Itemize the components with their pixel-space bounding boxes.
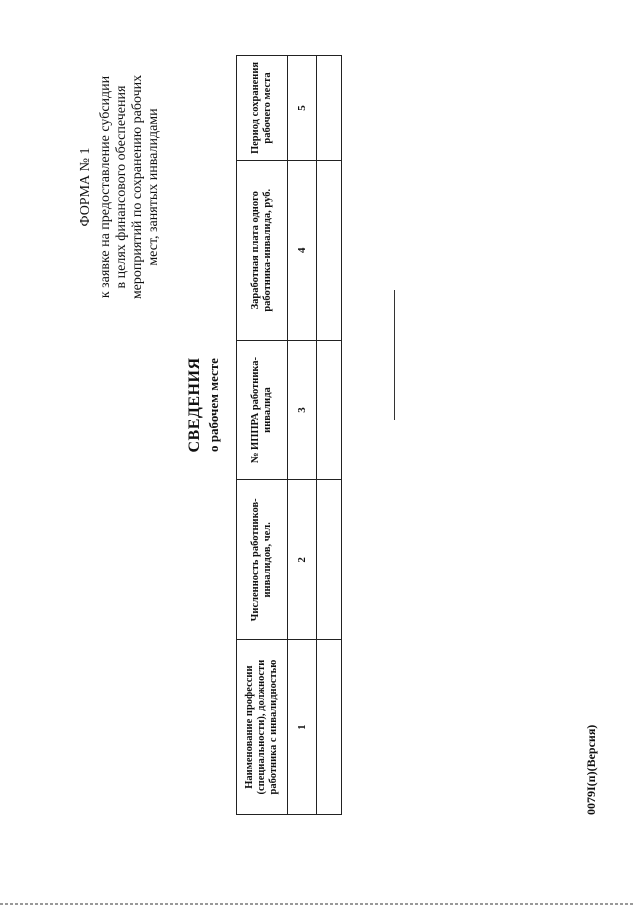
table-row: [317, 56, 342, 815]
workplace-table: [236, 55, 342, 815]
header-profession: Наименование профессии (специальности), должности работника с инвалидностью: [237, 640, 288, 815]
header-period: Период сохранения рабочего места: [237, 56, 288, 161]
table-header-row: [237, 56, 288, 815]
header-headcount: Численность работников-инвалидов, чел.: [237, 480, 288, 640]
table-cell: [317, 160, 342, 340]
table-cell: [317, 640, 342, 815]
form-caption: [78, 57, 162, 317]
column-number: 4: [288, 160, 317, 340]
form-subtitle-line: мероприятий по сохранению рабочих: [130, 74, 145, 300]
document-subtitle: о рабочем месте: [206, 358, 221, 452]
table-cell: [317, 480, 342, 640]
form-subtitle-line: в целях финансового обеспечения: [114, 85, 129, 289]
form-subtitle-line: мест, занятых инвалидами: [146, 108, 161, 266]
signature-line: [394, 290, 395, 420]
header-salary: Заработная плата одного работника-инвалида, руб.: [237, 160, 288, 340]
column-number: 1: [288, 640, 317, 815]
header-ippra: № ИППРА работника-инвалида: [237, 340, 288, 480]
column-number: 5: [288, 56, 317, 161]
column-number: 3: [288, 340, 317, 480]
form-subtitle-line: к заявке на предоставление субсидии: [98, 75, 113, 299]
version-label: 0079I(п)(Версия): [584, 724, 598, 815]
table-cell: [317, 56, 342, 161]
table-number-row: [288, 56, 317, 815]
column-number: 2: [288, 480, 317, 640]
document-title: СВЕДЕНИЯ: [186, 357, 203, 453]
table-cell: [317, 340, 342, 480]
document-heading: [186, 265, 222, 545]
form-number: ФОРМА № 1: [78, 147, 93, 227]
